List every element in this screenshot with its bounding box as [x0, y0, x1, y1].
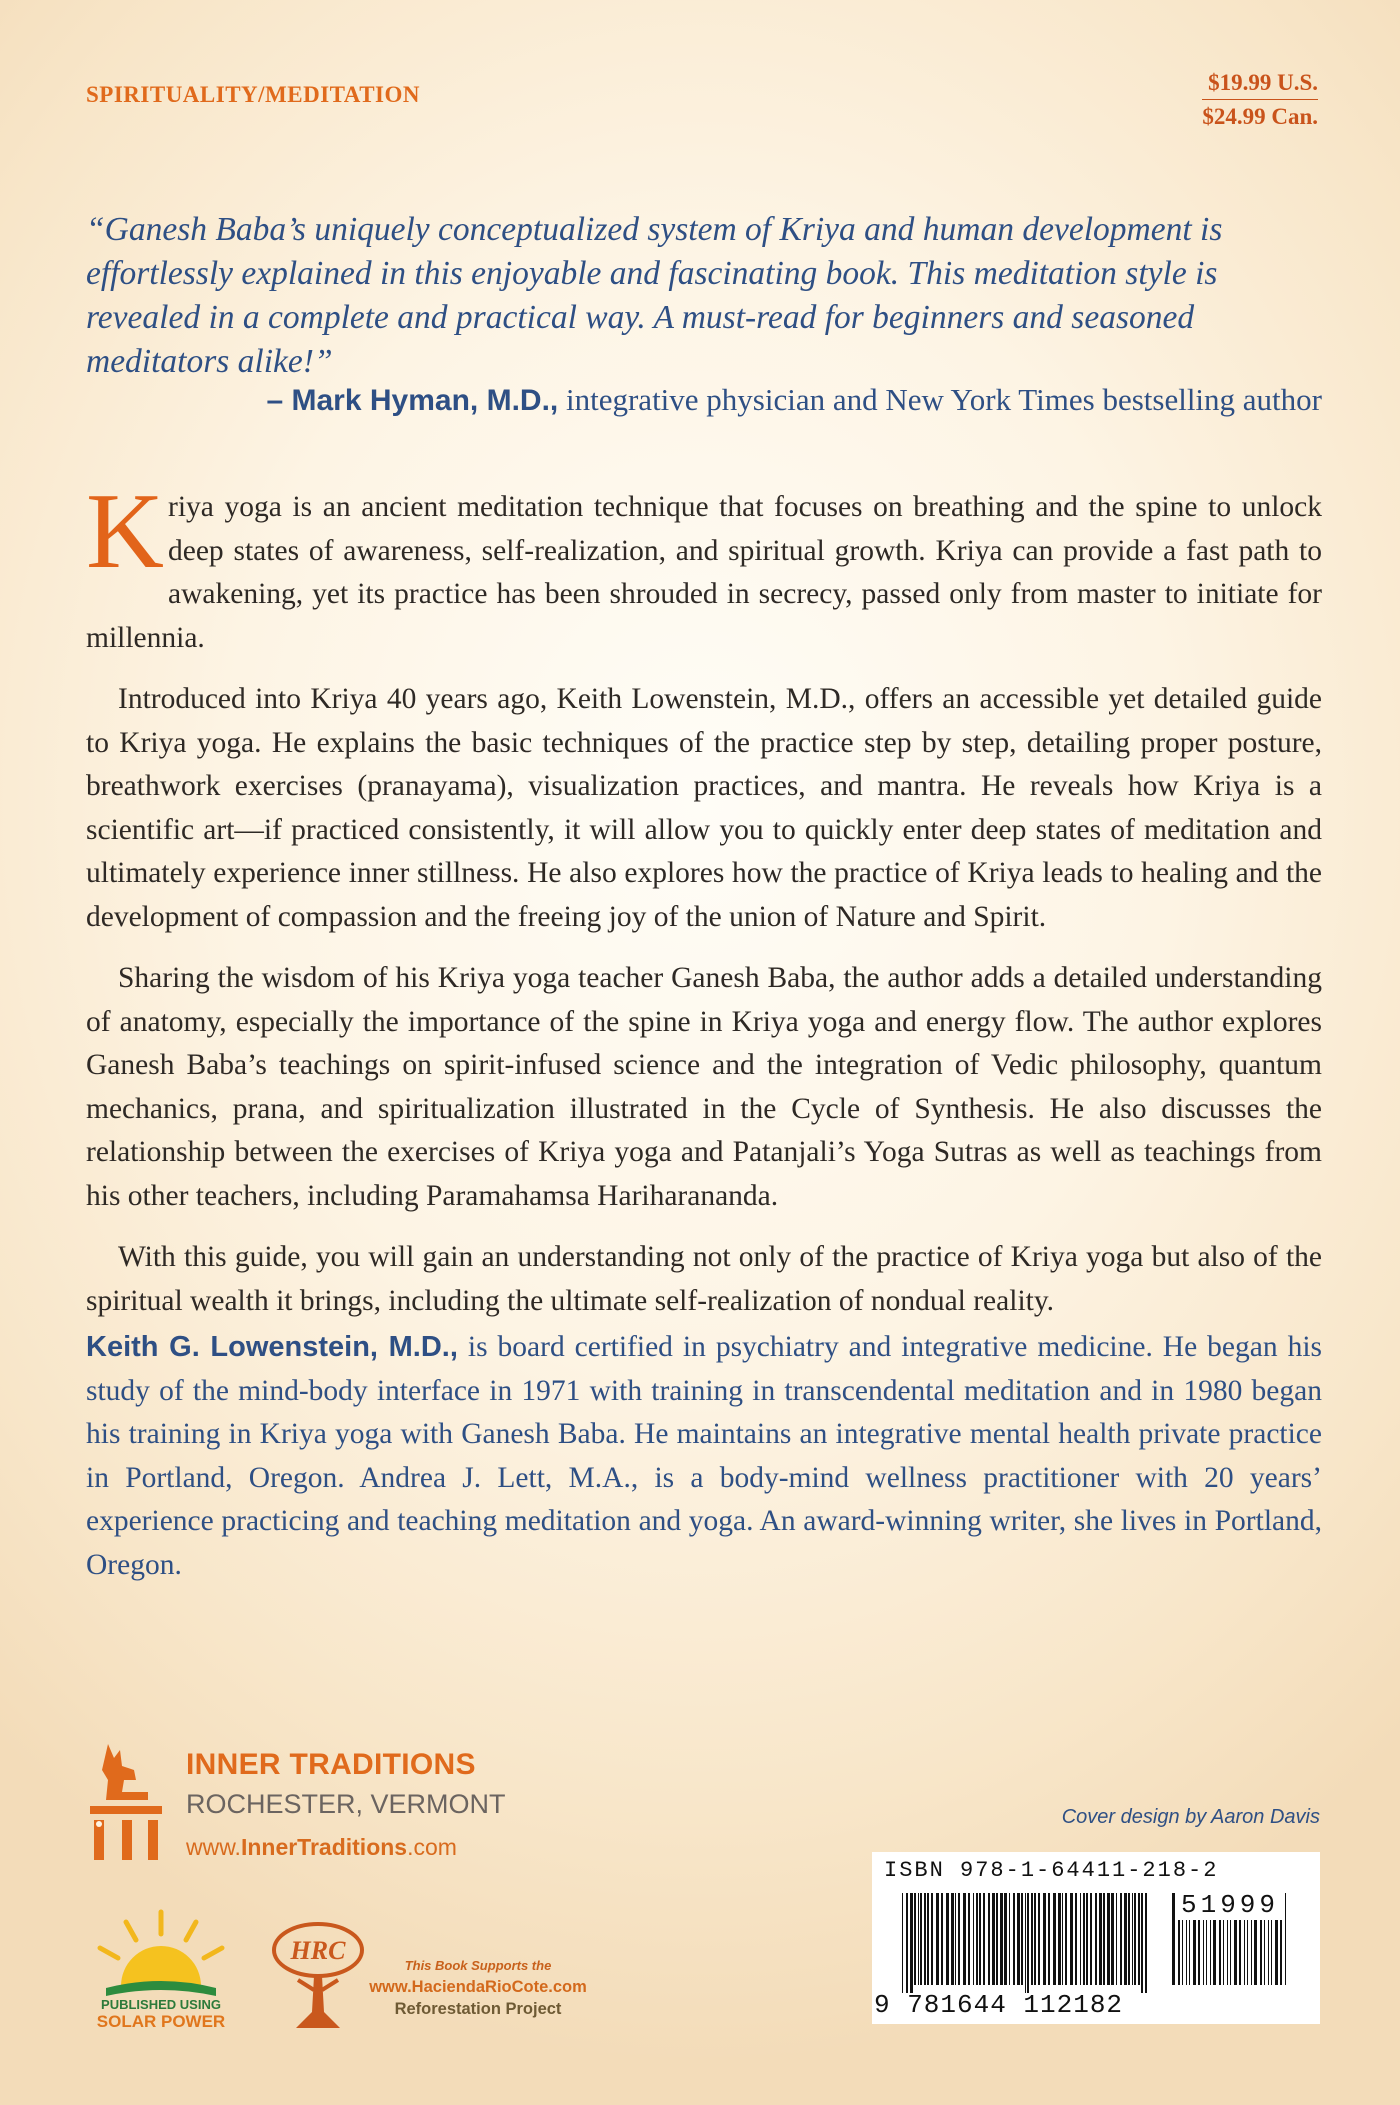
barcode-bar [1017, 1893, 1020, 1985]
barcode-bar [1134, 1893, 1136, 1985]
barcode-bar [1070, 1893, 1073, 1985]
drop-cap: K [86, 472, 164, 591]
barcode-bar [996, 1893, 998, 1985]
barcode-bar [1025, 1893, 1026, 1993]
barcode-bar [1034, 1893, 1036, 1985]
barcode-bar [1083, 1893, 1085, 1985]
barcode-bar [992, 1893, 995, 1985]
barcode-bar [918, 1893, 919, 1985]
barcode-bar [1124, 1893, 1127, 1985]
description-paragraph-1: Kriya yoga is an ancient meditation technique that focuses on breathing and the spine to unlock deep states of awareness, self-realization, and spiritual growth. Kriya can provide a fast path to awakening, yet its practice has been shrouded in secrecy, passed only from master to initiate for millennia. [86, 472, 1322, 654]
barcode-bar [1038, 1893, 1040, 1985]
barcode-bar [1031, 1893, 1033, 1985]
solar-badge-line-2: SOLAR POWER [96, 2012, 226, 2031]
barcode-bar [958, 1893, 960, 1985]
barcode-bar [963, 1893, 966, 1985]
tree-reforestation-logo-icon [268, 1920, 368, 2035]
bio-text: is board certified in psychiatry and integrative medicine. He began his study of the mind-body interface in 1971 with training in transcendental meditation and in 1980 began his training in Kriya yoga with Ganesh Baba. He maintains an integrative mental health private practice in Portland, Oregon. Andrea J. Lett, M.A., is a body-mind wellness practitioner with 20 years’ experience practicing and teaching meditation and yoga. An award-winning writer, she lives in Portland, Oregon. [86, 1331, 1322, 1581]
barcode-bar [983, 1893, 985, 1985]
publisher-name: INNER TRADITIONS [186, 1748, 476, 1781]
endorsement-quote: “Ganesh Baba’s uniquely conceptualized system of Kriya and human development is effortlessly explained in this enjoyable and fascinating book. This meditation style is revealed in a complete and practical way. A must-read for beginners and seasoned meditators alike!” [86, 211, 1223, 380]
jackal-pillars-logo-icon [86, 1740, 166, 1862]
price-can: $24.99 Can. [1202, 104, 1318, 129]
publisher-website[interactable]: www.InnerTraditions.com [186, 1834, 457, 1860]
hrc-line-3: Reforestation Project [394, 2000, 562, 2018]
barcode-bar [936, 1893, 939, 1985]
barcode-bar [1075, 1893, 1077, 1985]
barcode-bar [1172, 1893, 1175, 1985]
barcode-bar [946, 1893, 949, 1985]
barcode-bar [1128, 1893, 1130, 1985]
publisher-location: ROCHESTER, VERMONT [186, 1789, 506, 1819]
book-description [86, 472, 1322, 1341]
barcode-bar [951, 1893, 954, 1985]
category-label: SPIRITUALITY/MEDITATION [86, 82, 420, 107]
barcode-bar [976, 1893, 978, 1985]
barcode-bar [988, 1893, 990, 1985]
cover-design-credit: Cover design by Aaron Davis [1061, 1806, 1320, 1828]
price-us: $19.99 U.S. [1202, 70, 1318, 100]
description-paragraph-2: Introduced into Kriya 40 years ago, Keith Lowenstein, M.D., offers an accessible yet detailed guide to Kriya yoga. He explains the basic techniques of the practice step by step, detailing proper posture, breathwork exercises (pranayama), visualization practices, and mantra. He reveals how Kriya is a scientific art—if practiced consistently, it will allow you to quickly enter deep states of meditation and ultimately experience inner stillness. He also explores how the practice of Kriya leads to healing and the development of compassion and the freeing joy of the union of Nature and Spirit. [86, 683, 1322, 933]
barcode-bar [927, 1893, 929, 1985]
barcode-bar [968, 1893, 970, 1985]
barcode-bar [1065, 1893, 1067, 1985]
endorser-name: – Mark Hyman, M.D., [266, 384, 559, 417]
barcode-bar [1058, 1893, 1061, 1985]
barcode-bar [1132, 1893, 1133, 1985]
endorsement-attribution [266, 382, 1322, 418]
barcode-bar [973, 1893, 974, 1985]
barcode-bar [1000, 1893, 1003, 1985]
barcode-bar [1120, 1893, 1122, 1985]
barcode-bar [1141, 1893, 1143, 1993]
barcode-bar [1062, 1893, 1063, 1985]
barcode-bar [1048, 1893, 1050, 1985]
isbn-label: ISBN 978-1-64411-218-2 [884, 1858, 1219, 1883]
barcode-bar [1285, 1893, 1286, 1985]
barcode-bar [1095, 1893, 1097, 1985]
barcode-bar [1111, 1893, 1114, 1985]
svg-text:HRC: HRC [290, 1936, 346, 1965]
barcode-bar [1021, 1893, 1023, 1985]
hrc-line-1: This Book Supports the [404, 1958, 552, 1973]
ean-barcode [900, 1893, 1150, 1993]
barcode-bar [1009, 1893, 1010, 1985]
ean-digits: 9 781644 112182 [874, 1990, 1124, 2020]
barcode-bar [1103, 1893, 1105, 1985]
barcode-bar [924, 1893, 926, 1985]
barcode-bar [1107, 1893, 1110, 1985]
barcode-bar [1027, 1893, 1029, 1993]
barcode-bar [1138, 1893, 1140, 1985]
barcode-bar [910, 1893, 913, 1993]
solar-badge-line-1: PUBLISHED USING [101, 1997, 221, 2012]
barcode-bar [1116, 1893, 1117, 1985]
barcode-bar [920, 1893, 922, 1985]
barcode-bar [979, 1893, 981, 1985]
barcode-bar [1080, 1893, 1081, 1985]
bio-author-name: Keith G. Lowenstein, M.D., [86, 1331, 458, 1363]
price-block [1202, 70, 1318, 130]
description-paragraph-4: With this guide, you will gain an understanding not only of the practice of Kriya yoga but also of the spiritual wealth it brings, including the ultimate self-realization of nondual reality. [86, 1241, 1322, 1317]
barcode-bar [1090, 1893, 1092, 1985]
barcode-bar [1145, 1893, 1147, 1993]
barcode-bar [1043, 1893, 1046, 1985]
barcode-bar [906, 1893, 908, 1993]
addon-digits: 51999 [1178, 1890, 1282, 1920]
barcode-bar [902, 1893, 903, 1993]
barcode-bar [1099, 1893, 1102, 1985]
author-bio [86, 1326, 1322, 1587]
barcode-bar [1004, 1893, 1007, 1985]
barcode-bar [1013, 1893, 1015, 1985]
barcode-bar [955, 1893, 956, 1985]
barcode-bar [941, 1893, 943, 1985]
description-paragraph-3: Sharing the wisdom of his Kriya yoga teacher Ganesh Baba, the author adds a detailed understanding of anatomy, especially the importance of the spine in Kriya yoga and energy flow. The author explores Ganesh Baba’s teachings on spirit-infused science and the integration of Vedic philosophy, quantum mechanics, prana, and spiritualization illustrated in the Cycle of Synthesis. He also discusses the relationship between the exercises of Kriya yoga and Patanjali’s Yoga Sutras as well as teachings from his other teachers, including Paramahamsa Hariharananda. [86, 962, 1322, 1212]
barcode-bar [914, 1893, 916, 1985]
barcode-bar [931, 1893, 933, 1985]
barcode-bar [1053, 1893, 1056, 1985]
endorser-description: integrative physician and New York Times bestselling author [566, 382, 1322, 417]
barcode-bar [1086, 1893, 1088, 1985]
hrc-website[interactable]: www.HaciendaRioCote.com [369, 1978, 587, 1996]
